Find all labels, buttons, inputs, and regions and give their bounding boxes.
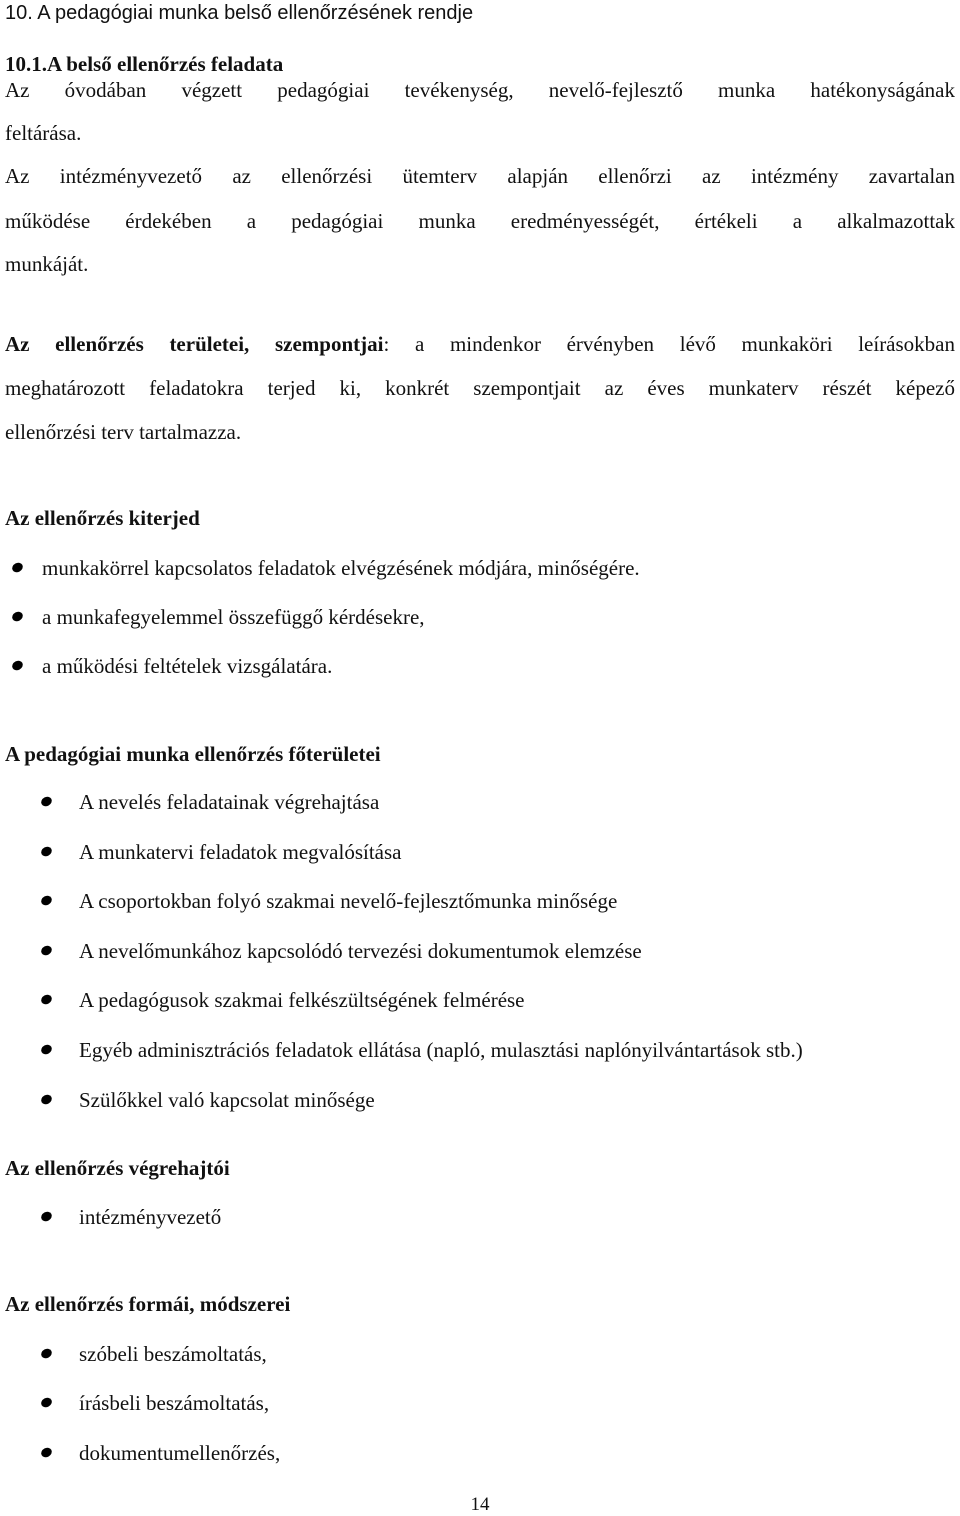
list-item-text: A nevelés feladatainak végrehajtása — [79, 790, 380, 814]
scope-heading: Az ellenőrzés kiterjed — [5, 506, 200, 530]
list-item-text: A csoportokban folyó szakmai nevelő-fejlesztőmunka minősége — [79, 889, 618, 913]
main-areas-heading: A pedagógiai munka ellenőrzés főterületei — [5, 742, 381, 766]
executors-heading: Az ellenőrzés végrehajtói — [5, 1156, 230, 1180]
bullet-icon — [40, 944, 54, 957]
paragraph-2-line-1 — [5, 331, 955, 357]
bullet-icon — [40, 1396, 54, 1409]
list-item-text: a működési feltételek vizsgálatára. — [42, 654, 333, 678]
paragraph-1-line-2: működése érdekében a pedagógiai munka eredményességét, értékeli a alkalmazottak — [5, 209, 955, 233]
list-item-text: dokumentumellenőrzés, — [79, 1441, 281, 1465]
subsection-title: 10.1.A belső ellenőrzés feladata — [5, 52, 284, 76]
paragraph-2-lead: Az ellenőrzés területei, szempontjai — [5, 332, 384, 356]
bullet-icon — [40, 1210, 54, 1223]
list-item-text: A nevelőmunkához kapcsolódó tervezési dokumentumok elemzése — [79, 939, 642, 963]
bullet-icon — [11, 659, 25, 672]
bullet-icon — [11, 561, 25, 574]
intro-line-1: Az óvodában végzett pedagógiai tevékenység, nevelő-fejlesztő munka hatékonyságának — [5, 78, 955, 102]
bullet-icon — [40, 1446, 54, 1459]
bullet-icon — [40, 894, 54, 907]
list-item-text: a munkafegyelemmel összefüggő kérdésekre, — [42, 605, 425, 629]
list-item-text: Szülőkkel való kapcsolat minősége — [79, 1088, 375, 1112]
paragraph-2-line-3: ellenőrzési terv tartalmazza. — [5, 420, 242, 444]
list-item-text: A munkatervi feladatok megvalósítása — [79, 840, 402, 864]
section-title: 10. A pedagógiai munka belső ellenőrzésének rendje — [5, 2, 474, 24]
intro-line-2: feltárása. — [5, 121, 82, 145]
paragraph-1-line-1: Az intézményvezető az ellenőrzési ütemterv alapján ellenőrzi az intézmény zavartalan — [5, 164, 955, 188]
bullet-icon — [40, 1043, 54, 1056]
paragraph-1-line-3: munkáját. — [5, 252, 89, 276]
bullet-icon — [40, 795, 54, 808]
forms-heading: Az ellenőrzés formái, módszerei — [5, 1292, 291, 1316]
paragraph-2-line-2: meghatározott feladatokra terjed ki, konkrét szempontjait az éves munkaterv részét képező — [5, 376, 955, 400]
list-item-text: A pedagógusok szakmai felkészültségének felmérése — [79, 988, 525, 1012]
list-item-text: intézményvezető — [79, 1205, 222, 1229]
bullet-icon — [40, 1093, 54, 1106]
paragraph-2-line-1-rest: : a mindenkor érvényben lévő munkaköri leírásokban — [383, 332, 955, 356]
list-item-text: Egyéb adminisztrációs feladatok ellátása (napló, mulasztási naplónyilvántartások stb.) — [79, 1038, 803, 1062]
bullet-icon — [11, 610, 25, 623]
list-item-text: szóbeli beszámoltatás, — [79, 1342, 267, 1366]
page-number: 14 — [470, 1494, 490, 1515]
list-item-text: írásbeli beszámoltatás, — [79, 1391, 270, 1415]
list-item-text: munkakörrel kapcsolatos feladatok elvégzésének módjára, minőségére. — [42, 556, 640, 580]
bullet-icon — [40, 993, 54, 1006]
bullet-icon — [40, 845, 54, 858]
bullet-icon — [40, 1347, 54, 1360]
